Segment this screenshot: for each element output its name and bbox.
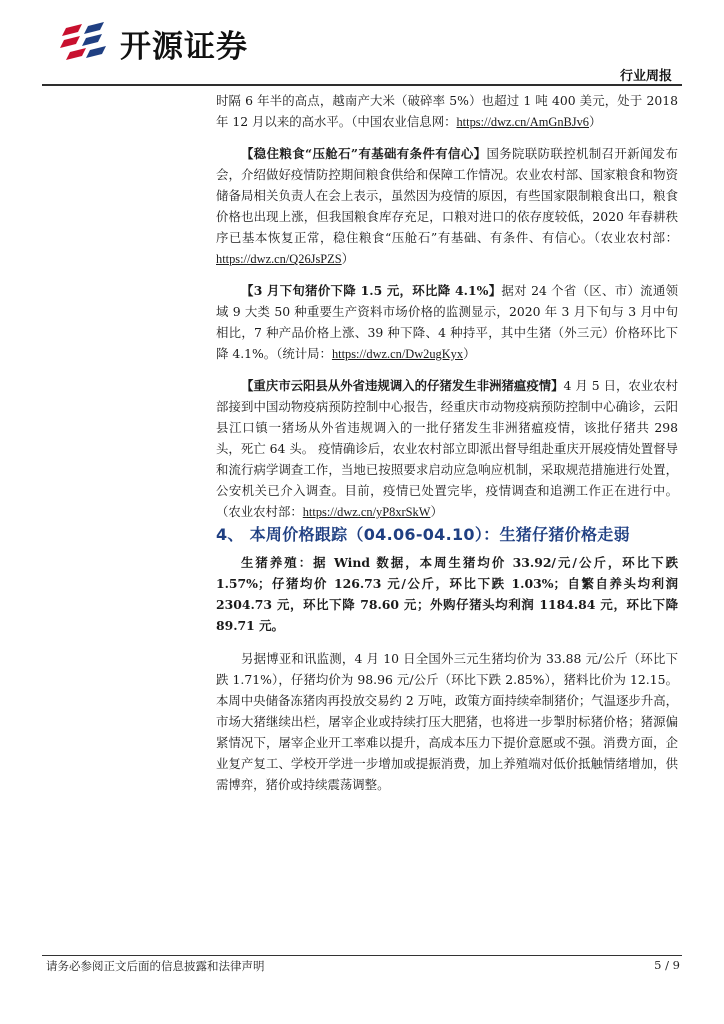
paragraph-tail: ）: [463, 346, 476, 361]
paragraph-text: 4 月 5 日，农业农村部接到中国动物疫病预防控制中心报告，经重庆市动物疫病预防控制中心确诊，云阳县江口镇一猪场从外省违规调入的一批仔猪发生非洲猪瘟疫情，该批仔猪共 298 头，死亡 64 头。 疫情确诊后，农业农村部立即派出督导组赴重庆开展疫情处置督导和流行病学调查工作，当地已按照要求启动应急响应机制，采取规范措施进行处置，公安机关已介入调查。目前，疫情已处置完毕，疫情调查和追溯工作正在进行中。（农业农村部：: [216, 378, 678, 519]
news-heading: 【重庆市云阳县从外省违规调入的仔猪发生非洲猪瘟疫情】: [241, 378, 564, 393]
news-heading: 【稳住粮食“压舱石”有基础有条件有信心】: [241, 146, 487, 161]
paragraph-text: 时隔 6 年半的高点，越南产大米（破碎率 5%）也超过 1 吨 400 美元，处于 2018 年 12 月以来的高水平。（中国农业信息网：: [216, 93, 678, 129]
paragraph-rice-price: [216, 90, 678, 133]
price-tracking-content: [216, 552, 678, 795]
header-divider: [42, 84, 682, 86]
news-heading: 【3 月下旬猪价下降 1.5 元，环比降 4.1%】: [241, 283, 502, 298]
source-link[interactable]: https://dwz.cn/yP8xrSkW: [302, 505, 431, 519]
paragraph-tail: ）: [430, 504, 443, 519]
document-type-label: 行业周报: [619, 69, 672, 84]
paragraph-tail: ）: [589, 114, 602, 129]
brand-logo: [60, 20, 248, 66]
paragraph-asf-outbreak: [216, 375, 678, 523]
section-title: 4、 本周价格跟踪（04.06-04.10）：生猪仔猪价格走弱: [216, 525, 630, 544]
brand-logo-icon: [60, 20, 116, 66]
paragraph-pig-price-drop: [216, 280, 678, 365]
analysis-paragraph: 另据博亚和讯监测，4 月 10 日全国外三元生猪均价为 33.88 元/公斤（环比下跌 1.71%），仔猪均价为 98.96 元/公斤（环比下跌 2.85%），猪料比价为 12.15。本周中央储备冻猪肉再投放交易约 2 万吨，政策方面持续牵制猪价；气温逐步升高，市场大猪继续出栏，屠宰企业或持续打压大肥猪，也将进一步掣肘标猪价格；猪源偏紧情况下，屠宰企业开工率难以提升，高成本压力下提价意愿或不强。消费方面，企业复产复工、学校开学进一步增加或提振消费，加上养殖端对低价抵触情绪增加，供需博弈，猪价或持续震荡调整。: [216, 651, 678, 792]
brand-name: 开源证券: [120, 28, 248, 65]
paragraph-tail: ）: [341, 251, 355, 266]
page-number: 5 / 9: [654, 958, 680, 972]
main-content: [216, 90, 678, 523]
paragraph-text: 国务院联防联控机制召开新闻发布会，介绍做好疫情防控期间粮食供给和保障工作情况。农业农村部、国家粮食和物资储备局相关负责人在会上表示，虽然因为疫情的原因，有些国家限制粮食出口，粮食价格也出现上涨，但我国粮食库存充足，口粮对进口的依存度较低，2020 年春耕秩序已基本恢复正常，稳住粮食“压舱石”有基础、有条件、有信心。（农业农村部：: [216, 146, 678, 245]
footer-divider: [42, 955, 682, 956]
footer-disclaimer: 请务必参阅正文后面的信息披露和法律声明: [46, 959, 265, 973]
source-link[interactable]: https://dwz.cn/Q26JsPZS: [216, 252, 342, 266]
summary-paragraph: 生猪养殖：据 Wind 数据，本周生猪均价 33.92/元/公斤，环比下跌 1.57%；仔猪均价 126.73 元/公斤，环比下跌 1.03%；自繁自养头均利润 2304.73 元，环比下降 78.60 元；外购仔猪头均利润 1184.84 元，环比下降 89.71 元。: [216, 555, 678, 633]
paragraph-grain-stability: [216, 143, 678, 270]
paragraph-text: 据对 24 个省（区、市）流通领域 9 大类 50 种重要生产资料市场价格的监测显示，2020 年 3 月下旬与 3 月中旬相比，7 种产品价格上涨、39 种下降、4 种持平，其中生猪（外三元）价格环比下降 4.1%。（统计局：: [216, 283, 678, 361]
source-link[interactable]: https://dwz.cn/AmGnBJv6: [456, 115, 589, 129]
source-link[interactable]: https://dwz.cn/Dw2ugKyx: [331, 347, 464, 361]
